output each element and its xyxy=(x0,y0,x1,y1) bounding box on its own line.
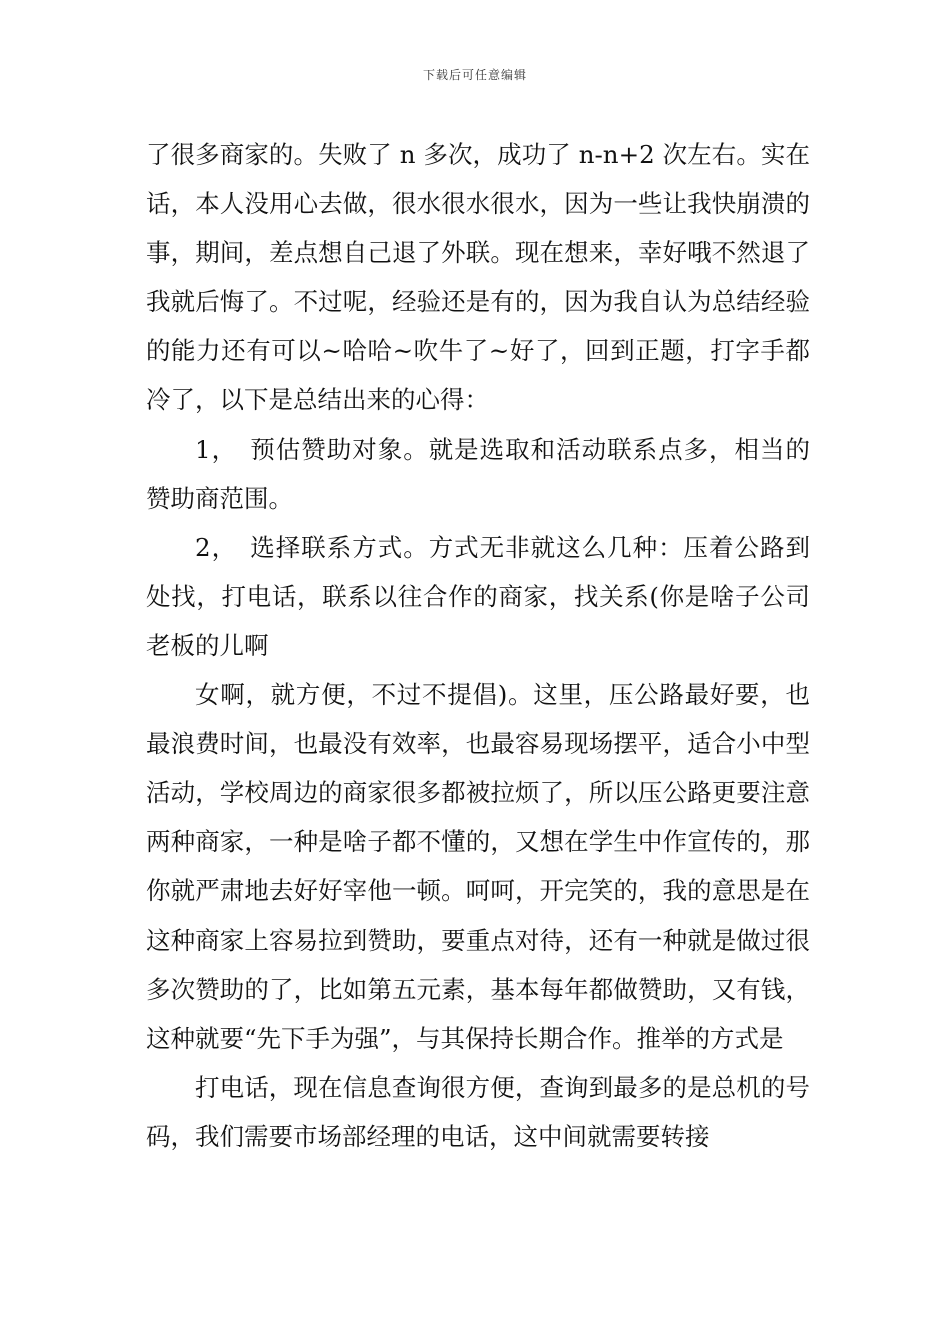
paragraph-intro: 了很多商家的。失败了 n 多次，成功了 n-n+2 次左右。实在话，本人没用心去做，很水很水很水，因为一些让我快崩溃的事，期间，差点想自己退了外联。现在想来，幸好哦不然退了我就后悔了。不过呢，经验还是有的，因为我自认为总结经验的能力还有可以~哈哈~吹牛了~好了，回到正题，打字手都冷了，以下是总结出来的心得： xyxy=(146,140,810,415)
document-body xyxy=(146,130,810,1161)
paragraph-item-2: 2， 选择联系方式。方式无非就这么几种：压着公路到处找，打电话，联系以往合作的商家，找关系(你是啥子公司老板的儿啊 xyxy=(146,532,810,660)
page-header: 下载后可任意编辑 xyxy=(422,68,527,82)
paragraph-road-visit: 女啊，就方便，不过不提倡)。这里，压公路最好要，也最浪费时间，也最没有效率，也最容易现场摆平，适合小中型活动，学校周边的商家很多都被拉烦了，所以压公路更要注意两种商家，一种是啥子都不懂的，又想在学生中作宣传的，那你就严肃地去好好宰他一顿。呵呵，开完笑的，我的意思是在这种商家上容易拉到赞助，要重点对待，还有一种就是做过很多次赞助的了，比如第五元素，基本每年都做赞助，又有钱，这种就要“先下手为强”，与其保持长期合作。推举的方式是 xyxy=(146,680,810,1053)
paragraph-item-1: 1， 预估赞助对象。就是选取和活动联系点多，相当的赞助商范围。 xyxy=(146,434,810,513)
paragraph-phone-call: 打电话，现在信息查询很方便，查询到最多的是总机的号码，我们需要市场部经理的电话，这中间就需要转接 xyxy=(146,1072,810,1151)
